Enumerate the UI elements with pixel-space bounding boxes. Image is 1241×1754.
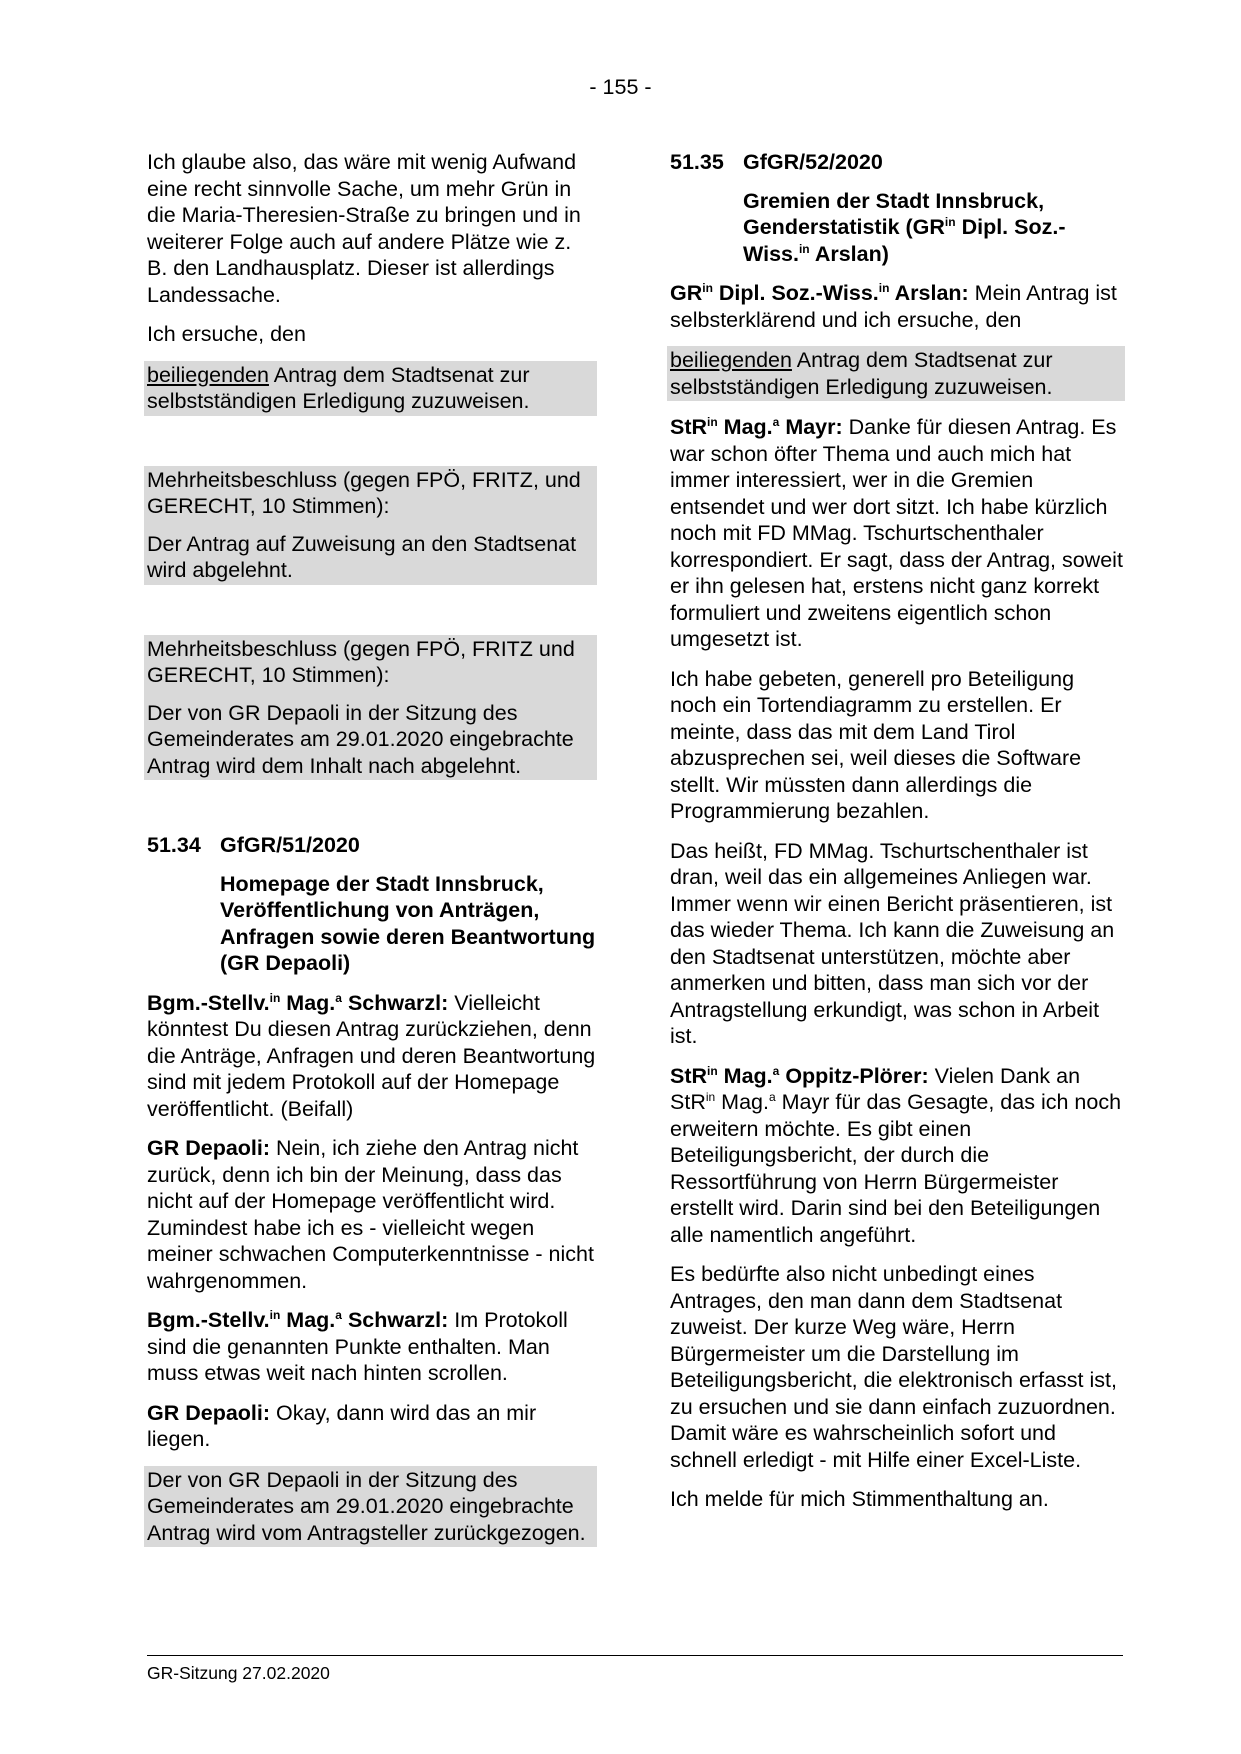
motion-text: Antrag dem Stadtsenat zur selbstständigen Erledigung zuzuweisen. bbox=[670, 348, 1053, 399]
speech: GR Depaoli: Okay, dann wird das an mir liegen. bbox=[147, 1400, 537, 1451]
section-code: GfGR/52/2020 bbox=[743, 150, 883, 174]
resolution-box bbox=[144, 635, 597, 781]
right-column bbox=[670, 149, 1125, 1526]
footer-divider bbox=[147, 1655, 1123, 1656]
underlined-text: beiliegenden bbox=[147, 362, 269, 387]
paragraph: Ich ersuche, den bbox=[147, 322, 306, 346]
page-number: - 155 - bbox=[589, 75, 652, 99]
motion-text: Antrag dem Stadtsenat zur selbstständigen Erledigung zuzuweisen. bbox=[147, 362, 530, 413]
section-title: Homepage der Stadt Innsbruck, Veröffentlichung von Anträgen, Anfragen sowie deren Beantwortung (GR Depaoli) bbox=[220, 871, 596, 975]
paragraph: Ich habe gebeten, generell pro Beteiligung noch ein Tortendiagramm zu erstellen. Er meinte, dass das mit dem Land Tirol abzusprechen sei, weil dieses die Software stellt. Wir müssten dann allerdings die Programmierung bezahlen. bbox=[670, 666, 1082, 823]
resolution-vote: Mehrheitsbeschluss (gegen FPÖ, FRITZ und GERECHT, 10 Stimmen): bbox=[147, 636, 575, 687]
paragraph: Ich melde für mich Stimmenthaltung an. bbox=[670, 1487, 1049, 1511]
section-title: Gremien der Stadt Innsbruck, Genderstatistik ($GR^{in}$ Dipl. Soz.-Wiss.$^{in}$ Arslan) bbox=[743, 188, 1066, 266]
resolution-box bbox=[144, 1466, 597, 1548]
speech: GR Depaoli: Nein, ich ziehe den Antrag nicht zurück, denn ich bin der Meinung, dass das nicht auf der Homepage veröffentlicht wird. Zumindest habe ich es - vielleicht wegen meiner schwachen Computerkenntnisse - nicht wahrgenommen. bbox=[147, 1136, 594, 1293]
section-heading bbox=[147, 832, 597, 859]
paragraph: Es bedürfte also nicht unbedingt eines Antrages, den man dann dem Stadtsenat zuweist. Der kurze Weg wäre, Herrn Bürgermeister um die Darstellung im Beteiligungsbericht, die elektronisch erfasst ist, zu ersuchen und sie dann einfach zuzuordnen. Damit wäre es wahrscheinlich sofort und schnell erledigt - mit Hilfe einer Excel-Liste. bbox=[670, 1262, 1117, 1472]
left-column bbox=[147, 149, 597, 1560]
paragraph: Das heißt, FD MMag. Tschurtschenthaler ist dran, weil das ein allgemeines Anliegen war. Immer wenn wir einen Bericht präsentieren, ist das wieder Thema. Ich kann die Zuweisung an den Stadtsenat unterstützen, möchte aber anmerken und bitten, dass man sich vor der Antragstellung erkundigt, was schon in Arbeit ist. bbox=[670, 838, 1115, 1048]
speech: Bgm.-Stellv.$^{in}$ Mag.$^a$ Schwarzl: Im Protokoll sind die genannten Punkte enthalten. Man muss etwas weit nach hinten scrollen. bbox=[147, 1308, 568, 1385]
motion-box bbox=[144, 361, 597, 416]
underlined-text: beiliegenden bbox=[670, 348, 792, 372]
resolution-vote: Mehrheitsbeschluss (gegen FPÖ, FRITZ, und GERECHT, 10 Stimmen): bbox=[147, 467, 581, 518]
resolution-text: Der von GR Depaoli in der Sitzung des Gemeinderates am 29.01.2020 eingebrachte Antrag wird dem Inhalt nach abgelehnt. bbox=[147, 700, 574, 778]
speech: $GR^{in}$ Dipl. Soz.-Wiss.$^{in}$ Arslan: Mein Antrag ist selbsterklärend und ich ersuche, den bbox=[670, 281, 1117, 332]
speech: StR$^{in}$ Mag.$^a$ Oppitz-Plörer: Vielen Dank an StR$^{in}$ Mag.$^a$ Mayr für das Gesagte, das ich noch erweitern möchte. Es gibt einen Beteiligungsbericht, der durch die Ressortführung von Herrn Bürgermeister erstellt wird. Darin sind bei den Beteiligungen alle namentlich angeführt. bbox=[670, 1063, 1122, 1247]
motion-box bbox=[667, 346, 1125, 401]
footer-text: GR-Sitzung 27.02.2020 bbox=[147, 1663, 330, 1683]
paragraph: Ich glaube also, das wäre mit wenig Aufwand eine recht sinnvolle Sache, um mehr Grün in die Maria-Theresien-Straße zu bringen und in weiterer Folge auch auf andere Plätze wie z. B. den Landhausplatz. Dieser ist allerdings Landessache. bbox=[147, 150, 581, 307]
section-heading bbox=[670, 149, 1125, 176]
resolution-text: Der von GR Depaoli in der Sitzung des Gemeinderates am 29.01.2020 eingebrachte Antrag wird vom Antragsteller zurückgezogen. bbox=[147, 1467, 586, 1545]
resolution-box bbox=[144, 466, 597, 585]
speech: StR$^{in}$ Mag.$^a$ Mayr: Danke für diesen Antrag. Es war schon öfter Thema und auch mich hat immer interessiert, wer in die Gremien entsendet und wer dort sitzt. Ich habe kürzlich noch mit FD MMag. Tschurtschenthaler korrespondiert. Er sagt, dass der Antrag, soweit er ihn gelesen hat, erstens nicht ganz korrekt formuliert und zweitens eigentlich schon umgesetzt ist. bbox=[670, 415, 1123, 651]
resolution-text: Der Antrag auf Zuweisung an den Stadtsenat wird abgelehnt. bbox=[147, 531, 577, 582]
section-number: 51.34 bbox=[147, 833, 201, 857]
section-code: GfGR/51/2020 bbox=[220, 833, 360, 857]
speech: Bgm.-Stellv.$^{in}$ Mag.$^a$ Schwarzl: Vielleicht könntest Du diesen Antrag zurückziehen, denn die Anträge, Anfragen und deren Beantwortung sind mit jedem Protokoll auf der Homepage veröffentlicht. (Beifall) bbox=[147, 990, 596, 1121]
section-number: 51.35 bbox=[670, 150, 724, 174]
